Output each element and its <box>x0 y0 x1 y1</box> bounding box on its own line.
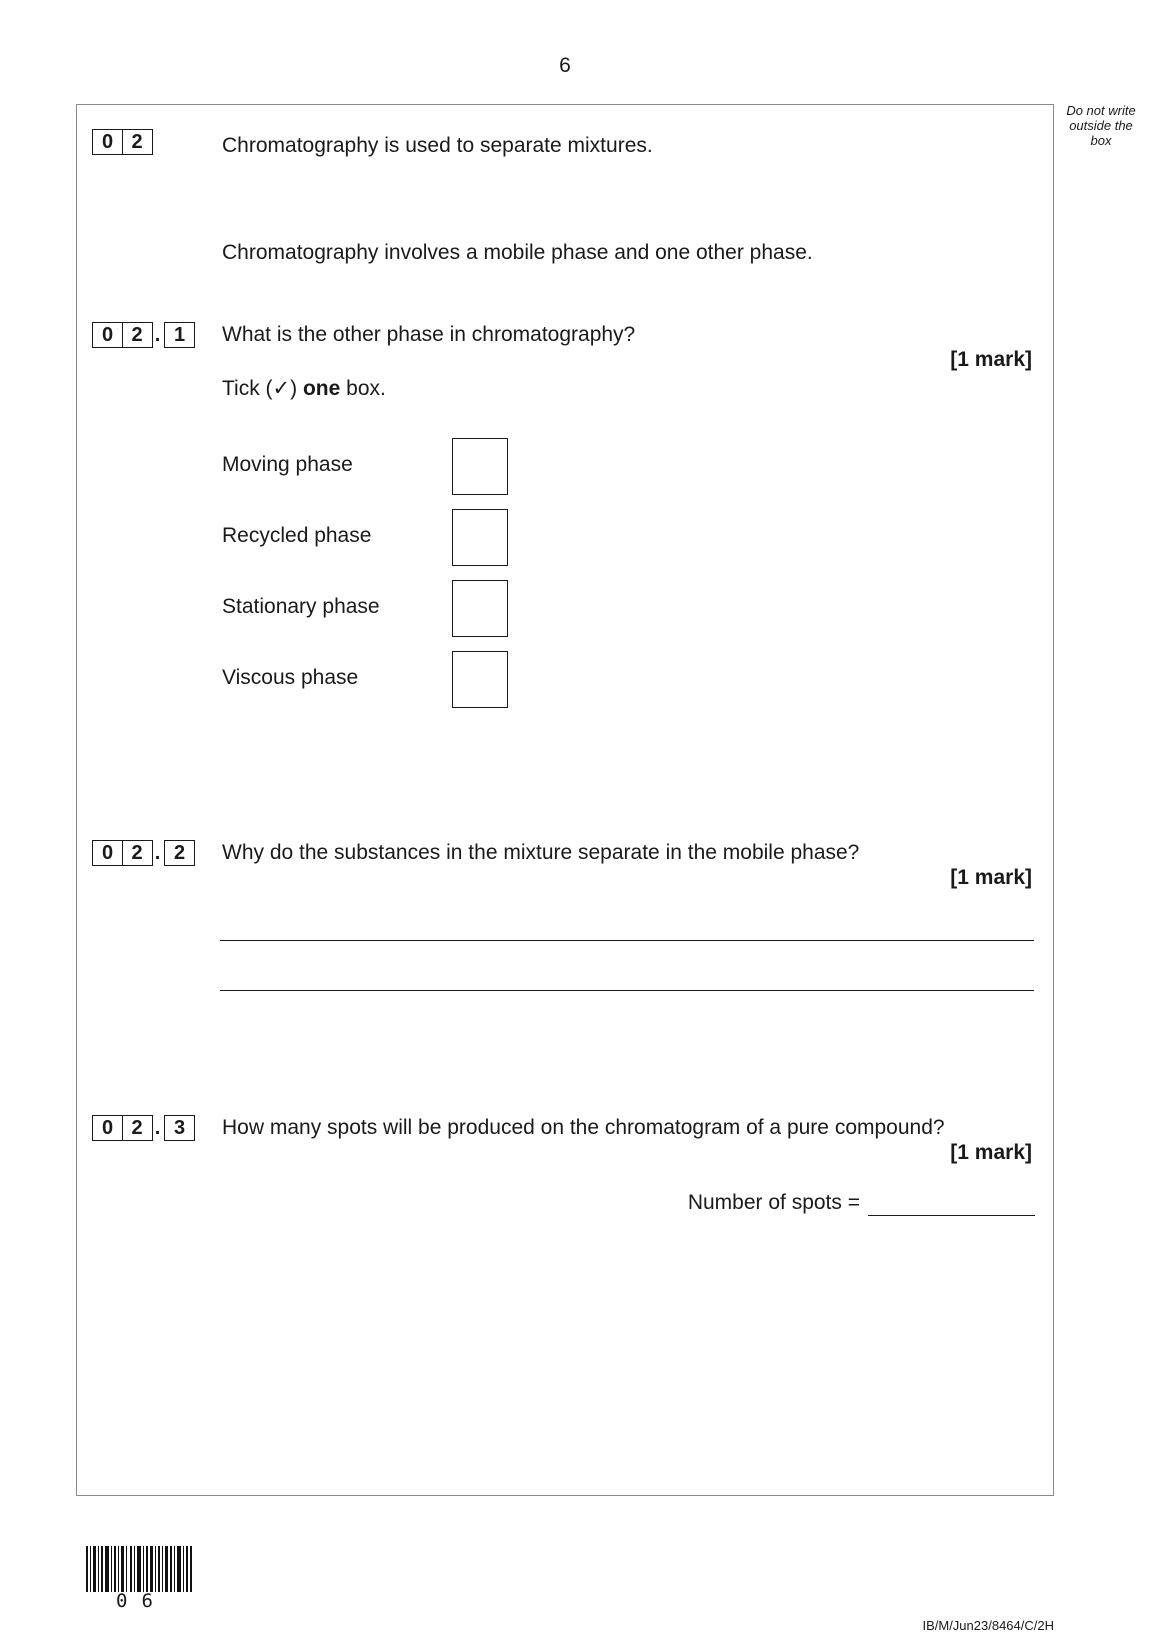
option-label-viscous: Viscous phase <box>222 666 359 689</box>
question-number-02 <box>92 128 151 156</box>
question-digit: 2 <box>122 129 153 155</box>
answer-line[interactable] <box>220 940 1034 941</box>
question-dot: . <box>154 841 161 864</box>
question-digit: 0 <box>92 1115 123 1141</box>
q21-marks: [1 mark] <box>950 348 1032 371</box>
question-digit: 0 <box>92 322 123 348</box>
tick-box-viscous[interactable] <box>452 651 508 708</box>
option-label-moving: Moving phase <box>222 453 353 476</box>
question-intro-2: Chromatography involves a mobile phase and one other phase. <box>222 241 813 264</box>
tick-box-moving[interactable] <box>452 438 508 495</box>
q22-text: Why do the substances in the mixture separate in the mobile phase? <box>222 841 860 864</box>
question-digit: 0 <box>92 129 123 155</box>
question-digit: 1 <box>164 322 195 348</box>
q22-marks: [1 mark] <box>950 866 1032 889</box>
barcode-digits: 06 <box>116 1590 167 1612</box>
margin-note: Do not write outside the box <box>1066 103 1136 148</box>
question-digit: 2 <box>122 1115 153 1141</box>
answer-label: Number of spots = <box>687 1191 860 1214</box>
question-dot: . <box>154 1116 161 1139</box>
question-digit: 0 <box>92 840 123 866</box>
answer-line[interactable] <box>220 990 1034 991</box>
question-digit: 2 <box>122 840 153 866</box>
question-digit: 2 <box>164 840 195 866</box>
question-intro-1: Chromatography is used to separate mixtures. <box>222 134 653 157</box>
question-dot: . <box>154 323 161 346</box>
barcode-icon <box>86 1546 192 1592</box>
question-number-02-3 <box>92 1114 194 1142</box>
option-label-recycled: Recycled phase <box>222 524 372 547</box>
q23-text: How many spots will be produced on the chromatogram of a pure compound? <box>222 1116 945 1139</box>
option-label-stationary: Stationary phase <box>222 595 380 618</box>
question-number-02-2 <box>92 839 194 867</box>
question-digit: 2 <box>122 322 153 348</box>
q21-text: What is the other phase in chromatography? <box>222 323 636 346</box>
q23-marks: [1 mark] <box>950 1141 1032 1164</box>
footer-reference: IB/M/Jun23/8464/C/2H <box>922 1618 1054 1633</box>
q21-instruction <box>222 376 386 402</box>
page-number: 6 <box>559 54 571 77</box>
number-of-spots-line[interactable] <box>868 1215 1035 1216</box>
tick-box-stationary[interactable] <box>452 580 508 637</box>
instruction-suffix: box. <box>340 377 386 400</box>
instruction-prefix: Tick (✓) <box>222 377 303 400</box>
instruction-bold: one <box>302 377 341 400</box>
tick-box-recycled[interactable] <box>452 509 508 566</box>
answer-frame <box>76 104 1054 1496</box>
question-number-02-1 <box>92 321 194 349</box>
question-digit: 3 <box>164 1115 195 1141</box>
